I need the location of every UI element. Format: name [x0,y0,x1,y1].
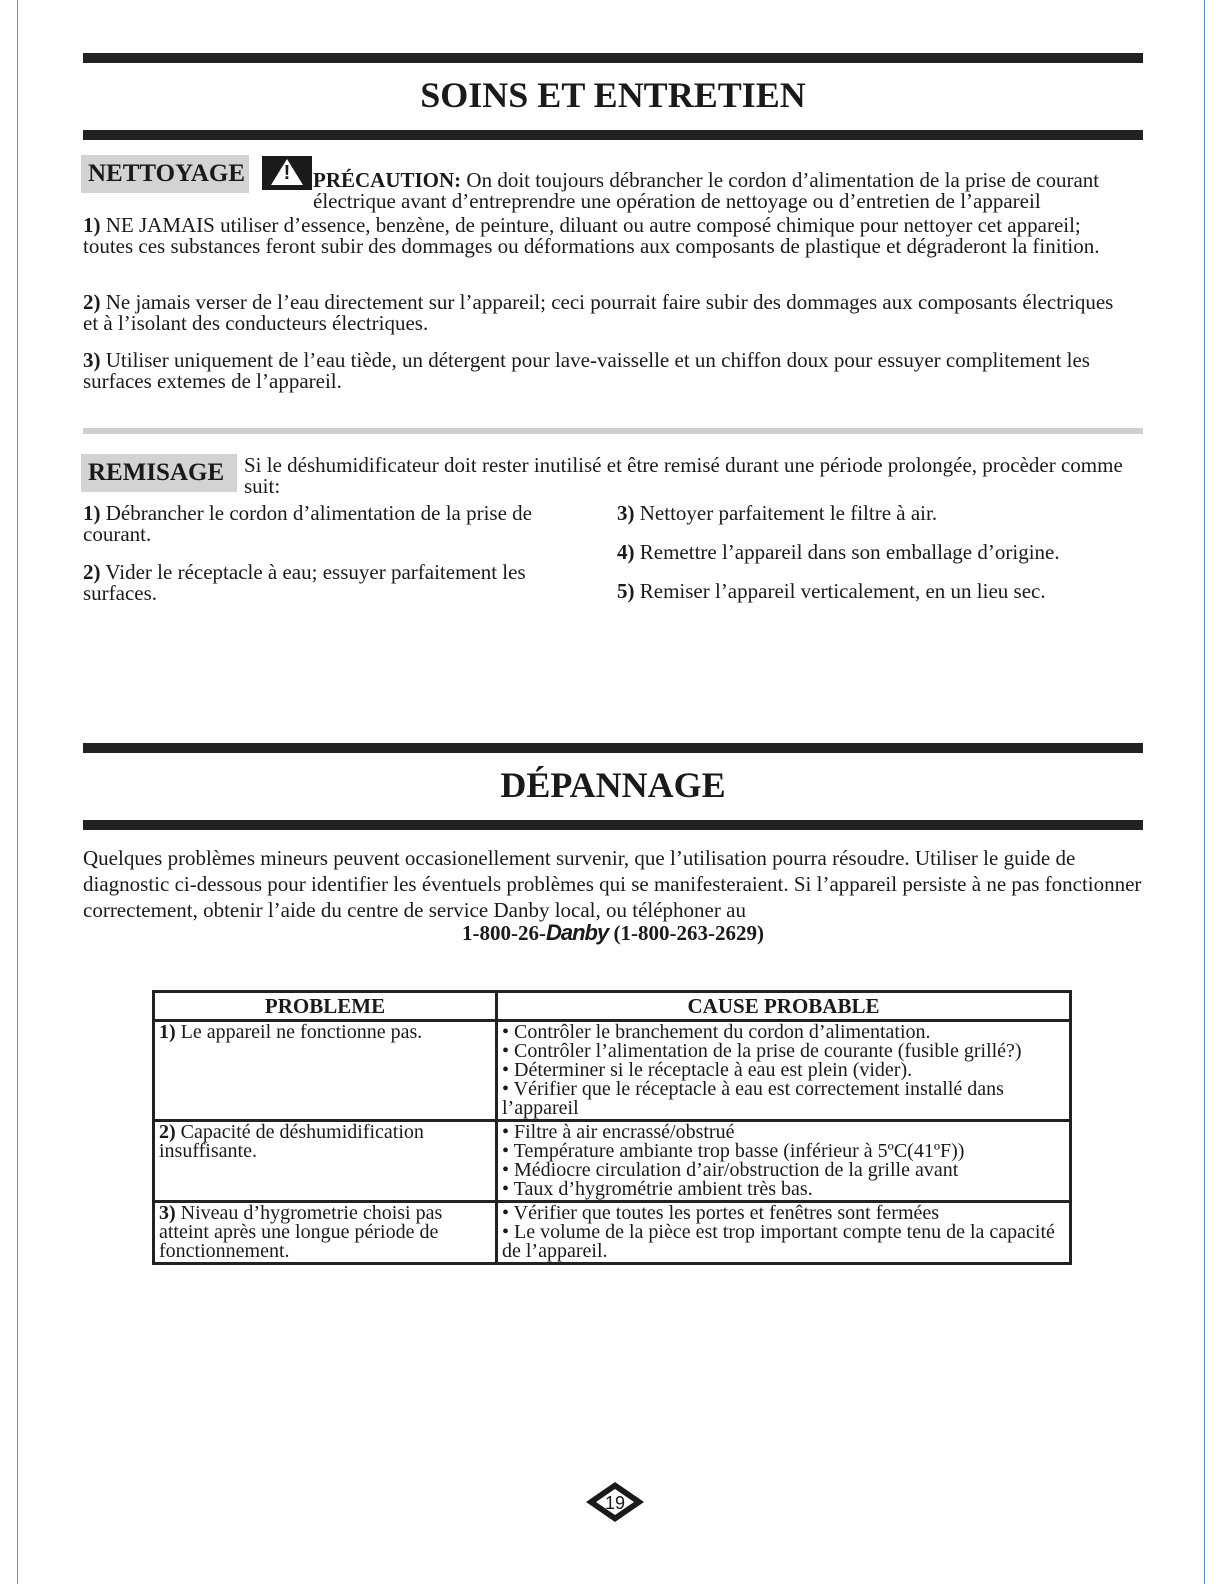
storage-item: 4) Remettre l’appareil dans son emballage d’origine. [617,540,1060,564]
storage-item: 5) Remiser l’appareil verticalement, en un lieu sec. [617,579,1046,603]
cleaning-item: 3) Utiliser uniquement de l’eau tiède, un détergent pour lave-vaisselle et un chiffon doux pour essuyer complitement les surfaces extemes de l’appareil. [83,348,1090,393]
care-bottom-rule [83,130,1143,140]
troubleshooting-title: DÉPANNAGE [500,765,726,805]
phone-prefix: 1-800-26- [462,921,546,945]
troubleshooting-bottom-rule [83,820,1143,830]
header-problem: PROBLEME [154,992,497,1021]
problem-cell: 1) Le appareil ne fonctionne pas. [154,1021,497,1121]
cause-cell: • Contrôler le branchement du cordon d’alimentation. • Contrôler l’alimentation de la prise de courante (fusible grillé?) • Déterminer si le réceptacle à eau est plein (vider). • Vérifier que le réceptacle à eau est correctement installé dans l’appareil [497,1021,1071,1121]
header-cause: CAUSE PROBABLE [497,992,1071,1021]
table-row [154,1021,1071,1121]
troubleshooting-intro: Quelques problèmes mineurs peuvent occasionellement survenir, que l’utilisation pourra résoudre. Utiliser le guide de diagnostic ci-dessous pour identifier les éventuels problèmes qui se manifesteraient. Si l’appareil persiste à ne pas fonctionner correctement, obtenir l’aide du centre de service Danby local, ou téléphoner au [83,846,1142,922]
cleaning-item: 2) Ne jamais verser de l’eau directement sur l’appareil; ceci pourrait faire subir des dommages aux composants électriques et à l’isolant des conducteurs électriques. [83,290,1114,335]
cleaning-tag: NETTOYAGE [81,155,249,193]
problem-cell: 3) Niveau d’hygrometrie choisi pas atteint après une longue période de fonctionnement. [154,1202,497,1264]
cleaning-item: 1) NE JAMAIS utiliser d’essence, benzène, de peinture, diluant ou autre composé chimique pour nettoyer cet appareil; toutes ces substances feront subir des dommages ou déformations aux composants de plastique et dégraderont la finition. [83,213,1100,258]
cause-cell: • Filtre à air encrassé/obstrué • Température ambiante trop basse (inférieur à 5ºC(41ºF)) • Médiocre circulation d’air/obstruction de la grille avant • Taux d’hygrométrie ambient très bas. [497,1121,1071,1202]
caution-block [313,170,1123,212]
storage-tag: REMISAGE [81,454,237,492]
cause-cell: • Vérifier que toutes les portes et fenêtres sont fermées • Le volume de la pièce est trop important compte tenu de la capacité de l’appareil. [497,1202,1071,1264]
troubleshooting-top-rule [83,743,1143,753]
left-margin-line [17,0,18,1584]
diagnostic-table [152,990,1072,1265]
storage-item: 2) Vider le réceptacle à eau; essuyer parfaitement les surfaces. [83,560,526,605]
phone-line [83,920,1143,946]
care-title: SOINS ET ENTRETIEN [420,75,806,115]
section-divider [83,428,1143,434]
page-number-badge [584,1480,646,1524]
page-number: 19 [604,1493,626,1513]
storage-item: 3) Nettoyer parfaitement le filtre à air. [617,501,938,525]
danby-logo: Danby [546,920,609,945]
right-margin-line [1204,0,1205,1584]
problem-cell: 2) Capacité de déshumidification insuffisante. [154,1121,497,1202]
warning-icon: ! [262,156,312,190]
storage-item: 1) Débrancher le cordon d’alimentation de la prise de courant. [83,501,532,546]
table-header-row [154,992,1071,1021]
table-row [154,1121,1071,1202]
caution-text: On doit toujours débrancher le cordon d’alimentation de la prise de courant électrique avant d’entreprendre une opération de nettoyage ou d’entretien de l’appareil [313,168,1100,213]
phone-number: (1-800-263-2629) [613,921,764,945]
top-rule [83,53,1143,63]
table-row [154,1202,1071,1264]
caution-label: PRÉCAUTION: [313,168,462,192]
storage-intro: Si le déshumidificateur doit rester inutilisé et être remisé durant une période prolongée, procèder comme suit: [244,453,1123,498]
